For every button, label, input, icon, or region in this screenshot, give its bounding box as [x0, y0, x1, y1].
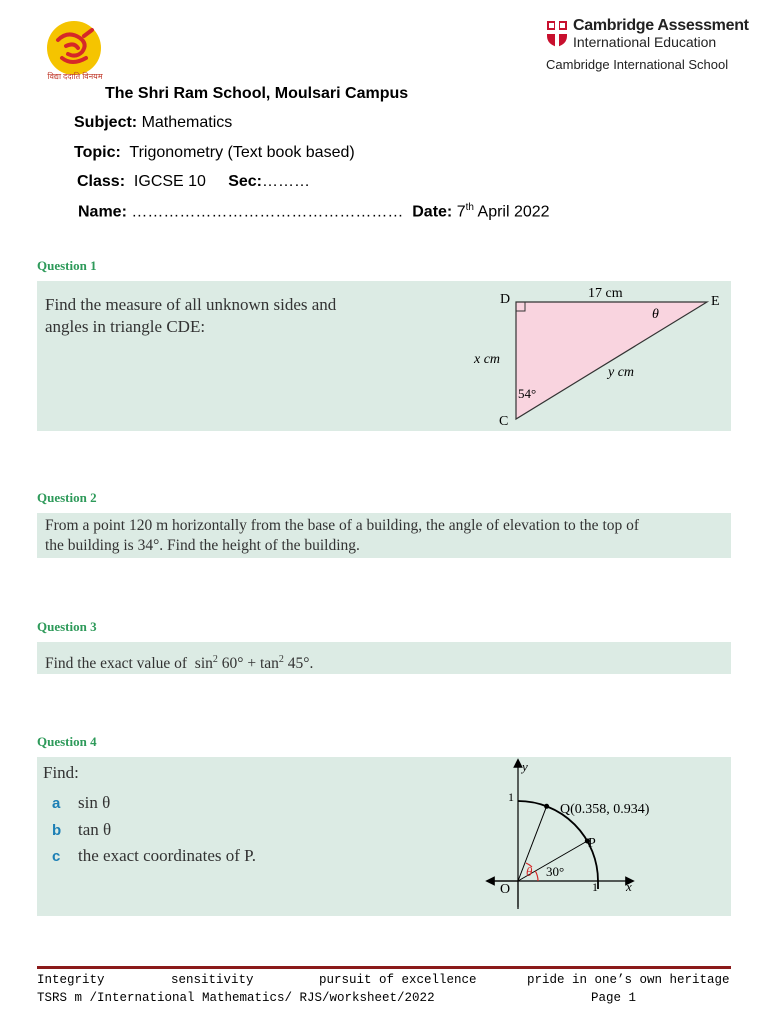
question-3-tan-exp: 2: [278, 654, 284, 665]
logo-tagline: विद्या ददाति विनयम: [47, 72, 103, 81]
topic-label: Topic:: [74, 144, 121, 161]
vertex-d: D: [500, 292, 511, 307]
footer-value-sensitivity: sensitivity: [171, 973, 254, 987]
side-dc-label: x cm: [474, 352, 501, 367]
axis-x-label: x: [626, 879, 632, 894]
question-3-sin-arg: 60° + tan: [221, 655, 279, 673]
subject-label: Subject:: [74, 114, 138, 131]
cambridge-crest-icon: [546, 20, 568, 48]
sec-value: ………: [261, 173, 310, 190]
question-4-find: Find:: [43, 763, 79, 782]
cambridge-school-label: Cambridge International School: [546, 57, 729, 72]
question-4-list: [52, 790, 256, 870]
topic-value: Trigonometry (Text book based): [129, 144, 355, 161]
question-1-line-2: angles in triangle CDE:: [45, 317, 206, 336]
question-2-line-1: From a point 120 m horizontally from the base of a building, the angle of elevation to the top of: [45, 517, 640, 534]
footer-value-excellence: pursuit of excellence: [319, 973, 477, 987]
question-3-sin-exp: 2: [212, 654, 218, 665]
date-label: Date:: [412, 203, 453, 221]
angle-theta-label: θ: [526, 864, 533, 879]
name-value: ……………………………………………: [131, 203, 404, 221]
date-day: 7: [456, 203, 466, 221]
date-rest: April 2022: [477, 203, 550, 221]
triangle-cde-diagram: [460, 281, 730, 431]
unit-circle-diagram: [480, 757, 700, 917]
tick-x-label: 1: [592, 880, 598, 894]
date-suffix: th: [465, 202, 474, 213]
question-2-label: Question 2: [37, 490, 97, 505]
tick-y-label: 1: [508, 790, 514, 804]
angle-c-label: 54°: [518, 386, 537, 401]
question-4-item-c: c the exact coordinates of P.: [52, 846, 256, 865]
question-1-line-1: Find the measure of all unknown sides and: [45, 295, 337, 314]
footer-value-heritage: pride in one’s own heritage: [527, 973, 730, 987]
vertex-c: C: [499, 414, 509, 429]
origin-label: O: [500, 882, 511, 897]
sec-label: Sec:: [228, 173, 262, 190]
question-1-text: [45, 294, 336, 338]
point-p-label: P: [588, 836, 596, 851]
side-de-label: 17 cm: [588, 286, 623, 301]
question-3-sin: sin: [194, 655, 213, 673]
name-label: Name:: [78, 203, 127, 221]
question-3-label: Question 3: [37, 619, 97, 634]
subject-value: Mathematics: [141, 114, 233, 131]
subject-row: [74, 114, 232, 132]
vertex-e: E: [711, 294, 720, 309]
footer-value-integrity: Integrity: [37, 973, 105, 987]
class-value: IGCSE 10: [133, 173, 206, 190]
question-4-label: Question 4: [37, 734, 97, 749]
footer-rule: [37, 966, 731, 969]
question-3-tan-arg: 45°.: [287, 655, 314, 673]
angle-e-label: θ: [652, 307, 659, 322]
class-row: [77, 173, 310, 191]
side-ce-label: y cm: [608, 365, 635, 380]
point-q-label: Q(0.358, 0.934): [560, 802, 650, 817]
school-name: The Shri Ram School, Moulsari Campus: [105, 85, 409, 102]
name-row: [78, 202, 550, 221]
page-number: Page 1: [591, 991, 637, 1005]
footer-reference: TSRS m /International Mathematics/ RJS/worksheet/2022: [37, 991, 435, 1005]
topic-row: [74, 144, 355, 162]
angle-30-label: 30°: [546, 864, 565, 879]
question-1-label: Question 1: [37, 258, 97, 273]
cambridge-subtitle: International Education: [573, 34, 717, 50]
question-2-line-2: the building is 34°. Find the height of the building.: [45, 537, 360, 554]
axis-y-label: y: [522, 759, 528, 774]
question-2-text: [45, 516, 639, 556]
question-4-item-a: a sin θ: [52, 793, 111, 812]
cambridge-title: Cambridge Assessment: [573, 17, 749, 34]
question-3-text: [45, 649, 313, 674]
question-4-item-b: b tan θ: [52, 819, 112, 839]
class-label: Class:: [77, 173, 126, 190]
question-3-prefix: Find the exact value of: [45, 655, 188, 673]
